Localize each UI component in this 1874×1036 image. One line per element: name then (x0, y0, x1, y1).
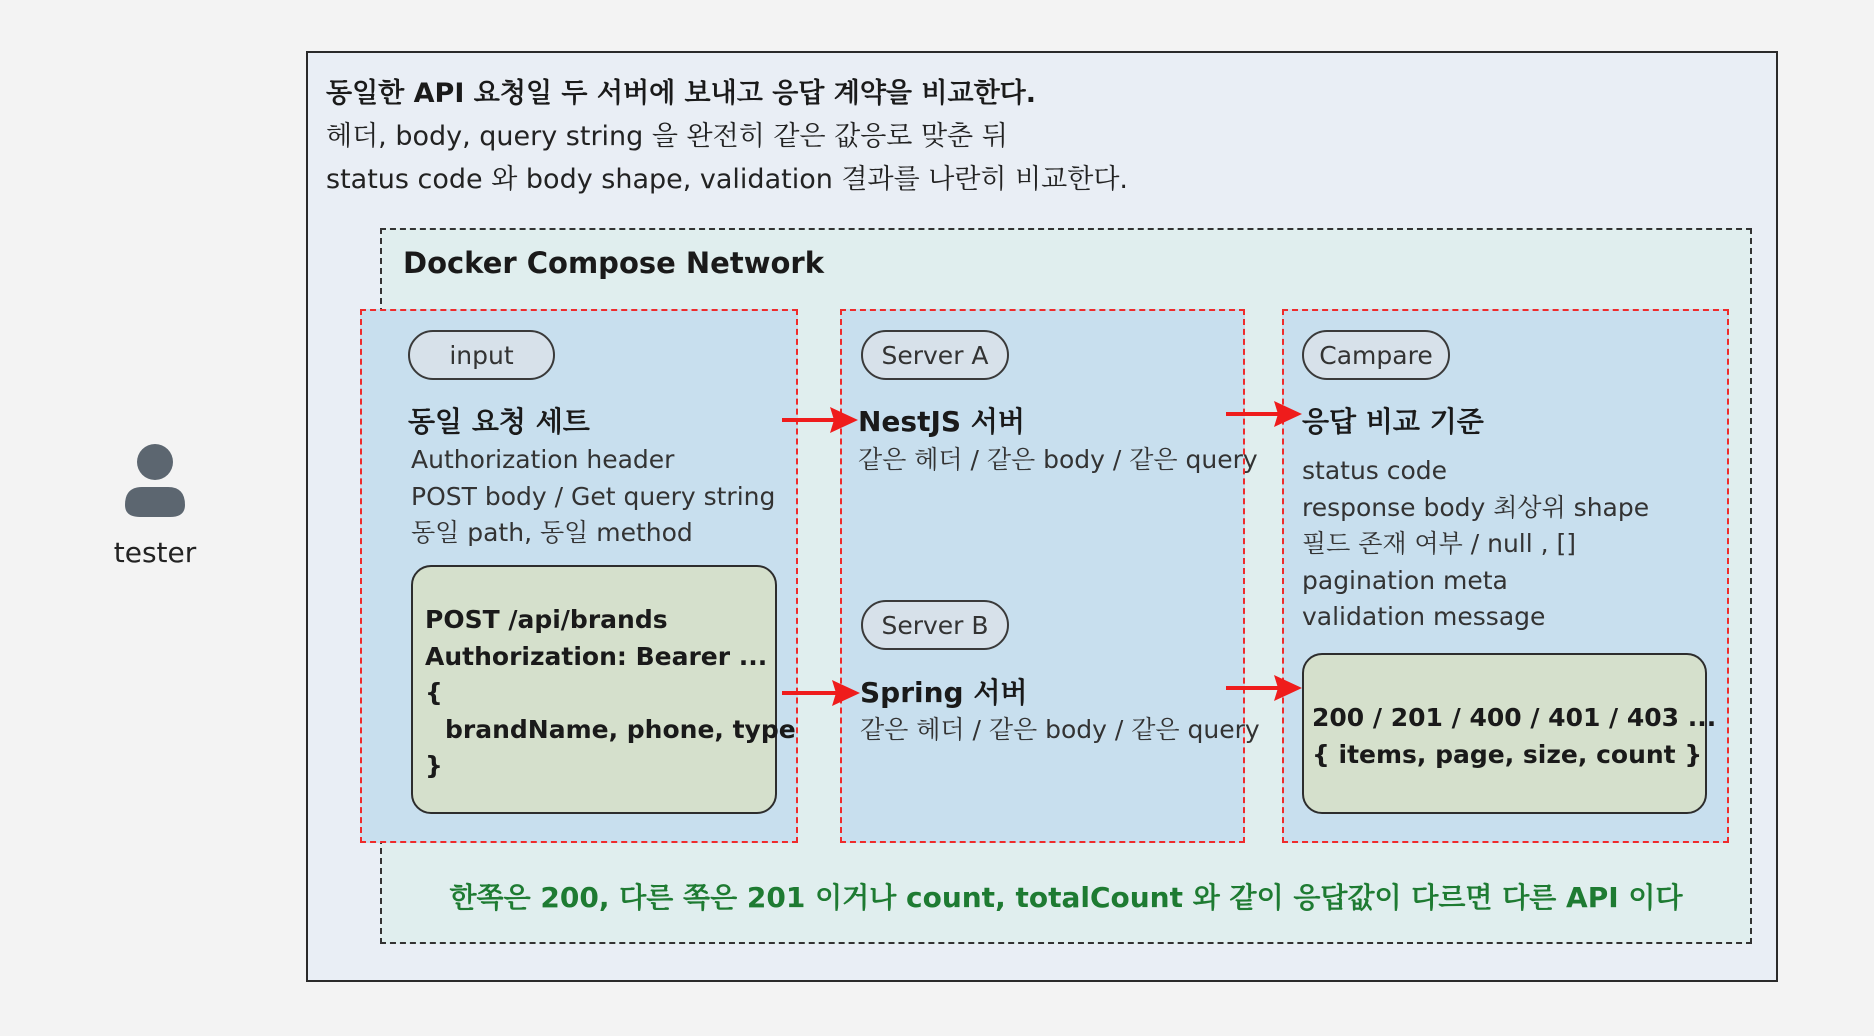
server-b-line (860, 712, 1260, 749)
code-line: brandName, phone, type (445, 714, 796, 744)
code-line: } (425, 751, 443, 780)
compare-line: response body 최상위 shape (1302, 492, 1650, 522)
network-footer-note: 한쪽은 200, 다른 쪽은 201 이거나 count, totalCount 와 같이 응답값이 다르면 다른 API 이다 (449, 881, 1683, 914)
code-line: 200 / 201 / 400 / 401 / 403 ... (1312, 703, 1717, 732)
network-title: Docker Compose Network (403, 246, 824, 280)
code-line: { (425, 678, 443, 707)
description-line-1: 동일한 API 요청일 두 서버에 보내고 응답 계약을 비교한다. (326, 78, 1036, 109)
code-line: POST /api/brands (425, 605, 668, 634)
server-a-detail: 같은 헤더 / 같은 body / 같은 query (858, 445, 1258, 474)
code-line: { items, page, size, count } (1312, 739, 1703, 769)
server-b-detail: 같은 헤더 / 같은 body / 같은 query (860, 715, 1260, 744)
input-lines (411, 442, 775, 552)
compare-lines (1302, 453, 1649, 636)
server-a-line (858, 442, 1258, 479)
description-line-2: 헤더, body, query string 을 완전히 같은 값응로 맞춘 뒤 (326, 121, 1008, 152)
code-line: Authorization: Bearer ... (425, 641, 768, 671)
server-a-tag: Server A (861, 330, 1009, 380)
request-code-box (411, 565, 796, 814)
compare-line: validation message (1302, 602, 1546, 631)
server-a-heading: NestJS 서버 (858, 405, 1025, 438)
compare-heading: 응답 비교 기준 (1302, 405, 1484, 438)
input-line: 동일 path, 동일 method (411, 518, 693, 547)
servers-column (840, 309, 1245, 843)
input-heading: 동일 요청 세트 (408, 405, 590, 438)
compare-line: pagination meta (1302, 565, 1508, 595)
server-b-heading: Spring 서버 (860, 676, 1028, 709)
input-tag: input (408, 330, 555, 380)
actor-label: tester (113, 536, 197, 569)
description (326, 72, 1726, 201)
input-line: POST body / Get query string (411, 481, 776, 511)
description-line-3: status code 와 body shape, validation 결과를 나란히 비교한다. (326, 164, 1128, 195)
compare-line: 필드 존재 여부 / null , [] (1302, 529, 1577, 558)
input-line: Authorization header (411, 445, 675, 474)
user-icon (122, 443, 188, 517)
compare-tag: Campare (1302, 330, 1450, 380)
compare-line: status code (1302, 456, 1448, 485)
server-b-tag: Server B (861, 600, 1009, 650)
response-code-box (1302, 653, 1717, 814)
